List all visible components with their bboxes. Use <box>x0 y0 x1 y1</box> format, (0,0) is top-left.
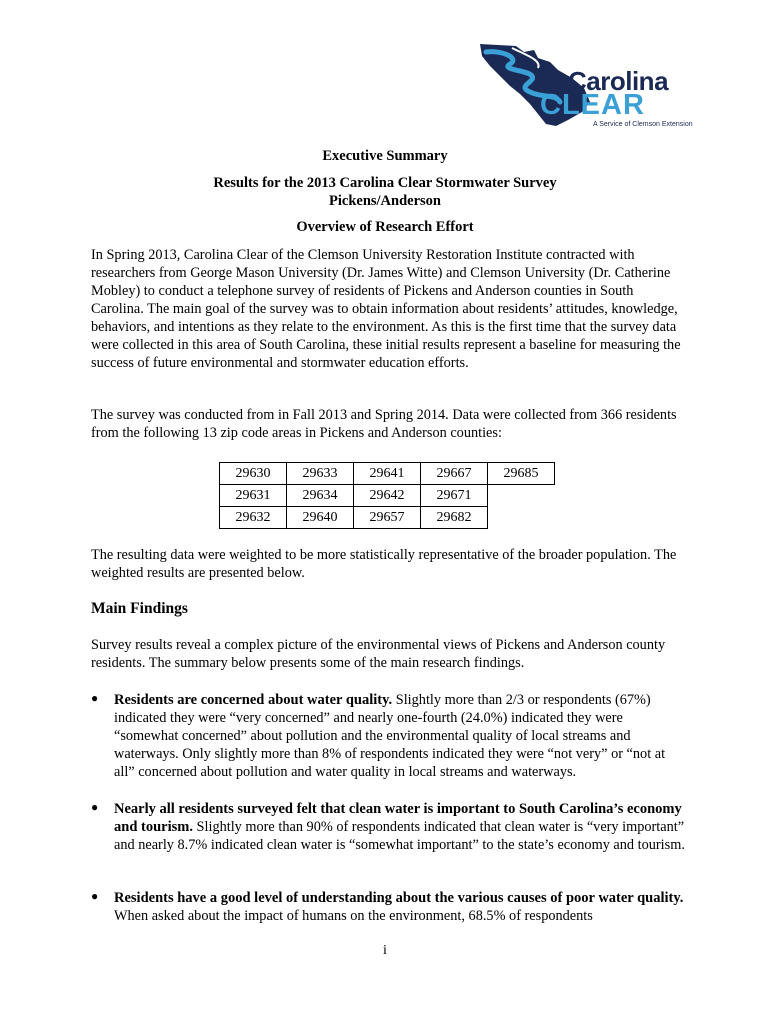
empty-cell <box>488 507 555 529</box>
zip-cell: 29641 <box>354 463 421 485</box>
paragraph-weighting: The resulting data were weighted to be more statistically representative of the broader population. The weighted results are presented below. <box>91 547 677 581</box>
logo-tagline: A Service of Clemson Extension <box>593 121 693 128</box>
title-results: Results for the 2013 Carolina Clear Stormwater Survey <box>213 175 557 191</box>
zip-cell: 29671 <box>421 485 488 507</box>
title-executive-summary: Executive Summary <box>322 148 448 164</box>
zip-cell: 29631 <box>220 485 287 507</box>
empty-cell <box>488 485 555 507</box>
finding-detail: When asked about the impact of humans on the environment, 68.5% of respondents <box>114 908 593 924</box>
zip-cell: 29633 <box>287 463 354 485</box>
section-heading-main-findings: Main Findings <box>91 600 188 617</box>
finding-detail: Slightly more than 90% of respondents indicated that clean water is “very important” and nearly 8.7% indicated clean water is “somewhat important” to the state’s economy and tourism. <box>114 819 685 853</box>
paragraph-overview: In Spring 2013, Carolina Clear of the Clemson University Restoration Institute contracted with researchers from George Mason University (Dr. James Witte) and Clemson University (Dr. Catherine Mobley) to conduct a telephone survey of residents of Pickens and Anderson counties in South Carolina. The main goal of the survey was to obtain information about residents’ attitudes, knowledge, behaviors, and intentions as they relate to the environment. As this is the first time that the survey data were collected in this area of South Carolina, these initial results represent a baseline for measuring the success of future environmental and stormwater education efforts. <box>91 247 681 371</box>
table-row <box>220 507 555 529</box>
finding-detail: Slightly more than 2/3 or respondents (67%) indicated they were “very concerned” and nearly one-fourth (24.0%) indicated they were “somewhat concerned” about pollution and the environmental quality of local streams and waterways. Only slightly more than 8% of respondents indicated they were “not very” or “not at all” concerned about pollution and water quality in local streams and waterways. <box>114 692 666 780</box>
zip-cell: 29640 <box>287 507 354 529</box>
finding-lead: Nearly all residents surveyed felt that clean water is important to South Carolina’s economy and tourism. <box>114 801 682 835</box>
finding-text <box>114 889 686 925</box>
paragraph-findings-intro: Survey results reveal a complex picture of the environmental views of Pickens and Anderson county residents. The summary below presents some of the main research findings. <box>91 637 666 671</box>
finding-text <box>114 800 686 854</box>
zip-cell: 29657 <box>354 507 421 529</box>
logo-word-carolina: Carolina <box>568 66 669 96</box>
logo-word-clear: CLEAR <box>540 89 645 121</box>
zip-cell: 29682 <box>421 507 488 529</box>
finding-lead: Residents are concerned about water quality. <box>114 692 393 708</box>
zip-code-table <box>219 462 555 529</box>
bullet-icon: ● <box>91 691 99 705</box>
zip-cell: 29630 <box>220 463 287 485</box>
table-row <box>220 463 555 485</box>
zip-cell: 29685 <box>488 463 555 485</box>
page-number: i <box>383 943 387 958</box>
title-location: Pickens/Anderson <box>329 193 441 209</box>
bullet-icon: ● <box>91 889 99 903</box>
zip-cell: 29642 <box>354 485 421 507</box>
zip-cell: 29632 <box>220 507 287 529</box>
finding-lead: Residents have a good level of understanding about the various causes of poor water quality. <box>114 890 684 906</box>
bullet-icon: ● <box>91 800 99 814</box>
paragraph-survey-method: The survey was conducted from in Fall 2013 and Spring 2014. Data were collected from 366 residents from the following 13 zip code areas in Pickens and Anderson counties: <box>91 407 677 441</box>
table-row <box>220 485 555 507</box>
finding-text <box>114 691 686 781</box>
section-heading-overview: Overview of Research Effort <box>296 219 474 235</box>
zip-cell: 29667 <box>421 463 488 485</box>
zip-cell: 29634 <box>287 485 354 507</box>
